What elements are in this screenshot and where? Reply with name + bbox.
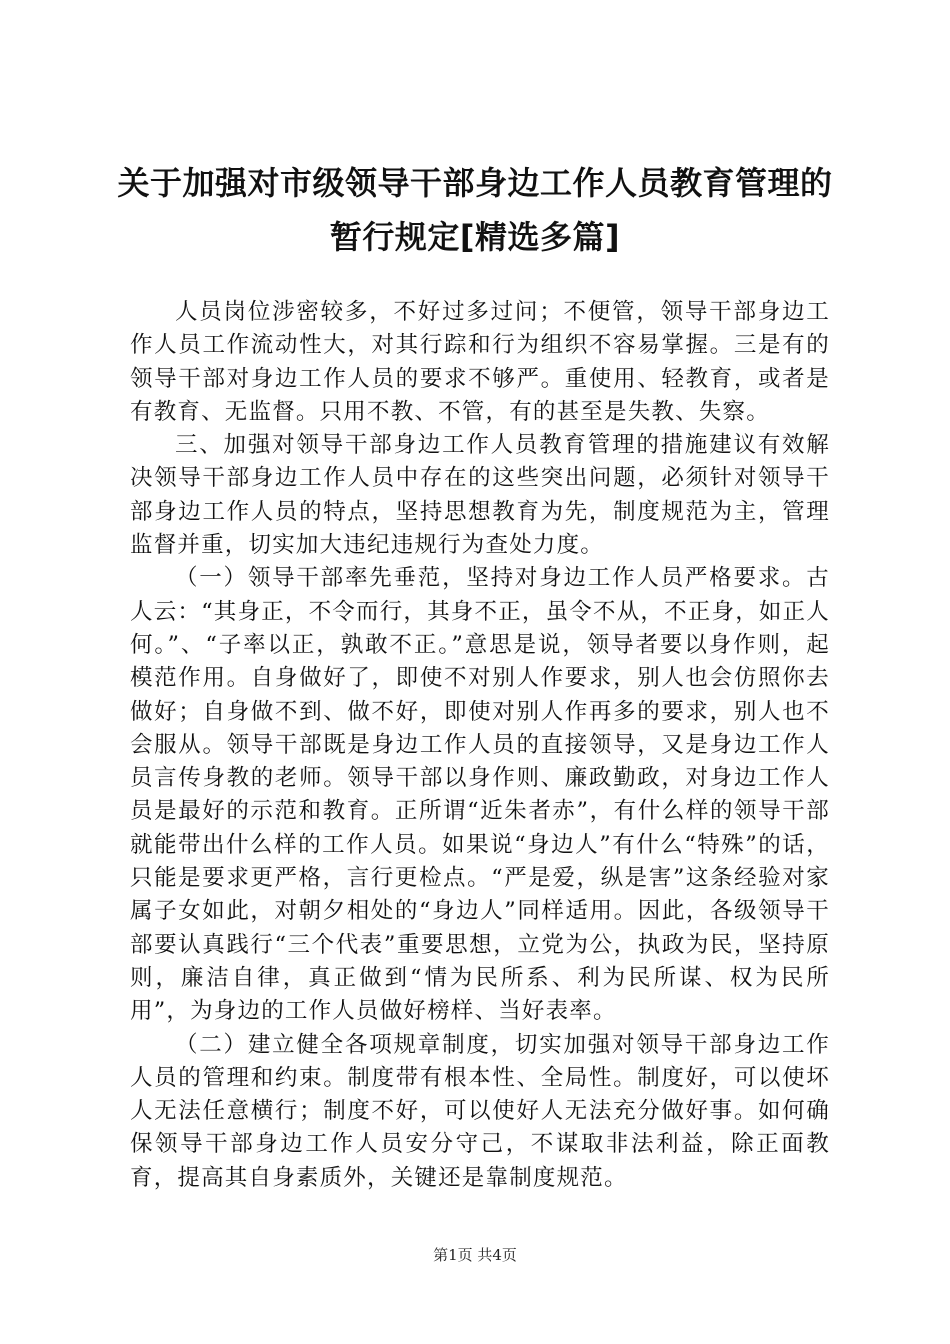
paragraph-3: （一）领导干部率先垂范，坚持对身边工作人员严格要求。古人云：“其身正，不令而行，其身不正，虽令不从，不正身，如正人何。”、“子率以正，孰敢不正。”意思是说，领导者要以身作则，起模范作用。自身做好了，即使不对别人作要求，别人也会仿照你去做好；自身做不到、做不好，即使对别人作再多的要求，别人也不会服从。领导干部既是身边工作人员的直接领导，又是身边工作人员言传身教的老师。领导干部以身作则、廉政勤政，对身边工作人员是最好的示范和教育。正所谓“近朱者赤”，有什么样的领导干部就能带出什么样的工作人员。如果说“身边人”有什么“特殊”的话，只能是要求更严格，言行更检点。“严是爱，纵是害”这条经验对家属子女如此，对朝夕相处的“身边人”同样适用。因此，各级领导干部要认真践行“三个代表”重要思想，立党为公，执政为民，坚持原则，廉洁自律，真正做到“情为民所系、利为民所谋、权为民所用”，为身边的工作人员做好榜样、当好表率。 (130, 565, 831, 1025)
document-body (130, 296, 830, 1195)
paragraph-4: （二）建立健全各项规章制度，切实加强对领导干部身边工作人员的管理和约束。制度带有根本性、全局性。制度好，可以使坏人无法任意横行；制度不好，可以使好人无法充分做好事。如何确保领导干部身边工作人员安分守己，不谋取非法利益，除正面教育，提高其自身素质外，关键还是靠制度规范。 (130, 1031, 830, 1191)
paragraph-2: 三、加强对领导干部身边工作人员教育管理的措施建议有效解决领导干部身边工作人员中存在的这些突出问题，必须针对领导干部身边工作人员的特点，坚持思想教育为先，制度规范为主，管理监督并重，切实加大违纪违规行为查处力度。 (130, 432, 830, 559)
paragraph-1: 人员岗位涉密较多，不好过多过问；不便管，领导干部身边工作人员工作流动性大，对其行踪和行为组织不容易掌握。三是有的领导干部对身边工作人员的要求不够严。重使用、轻教育，或者是有教育、无监督。只用不教、不管，有的甚至是失教、失察。 (130, 299, 830, 425)
document-title: 关于加强对市级领导干部身边工作人员教育管理的暂行规定[精选多篇] (117, 164, 833, 256)
page-number-footer: 第1页 共4页 (433, 1246, 517, 1264)
